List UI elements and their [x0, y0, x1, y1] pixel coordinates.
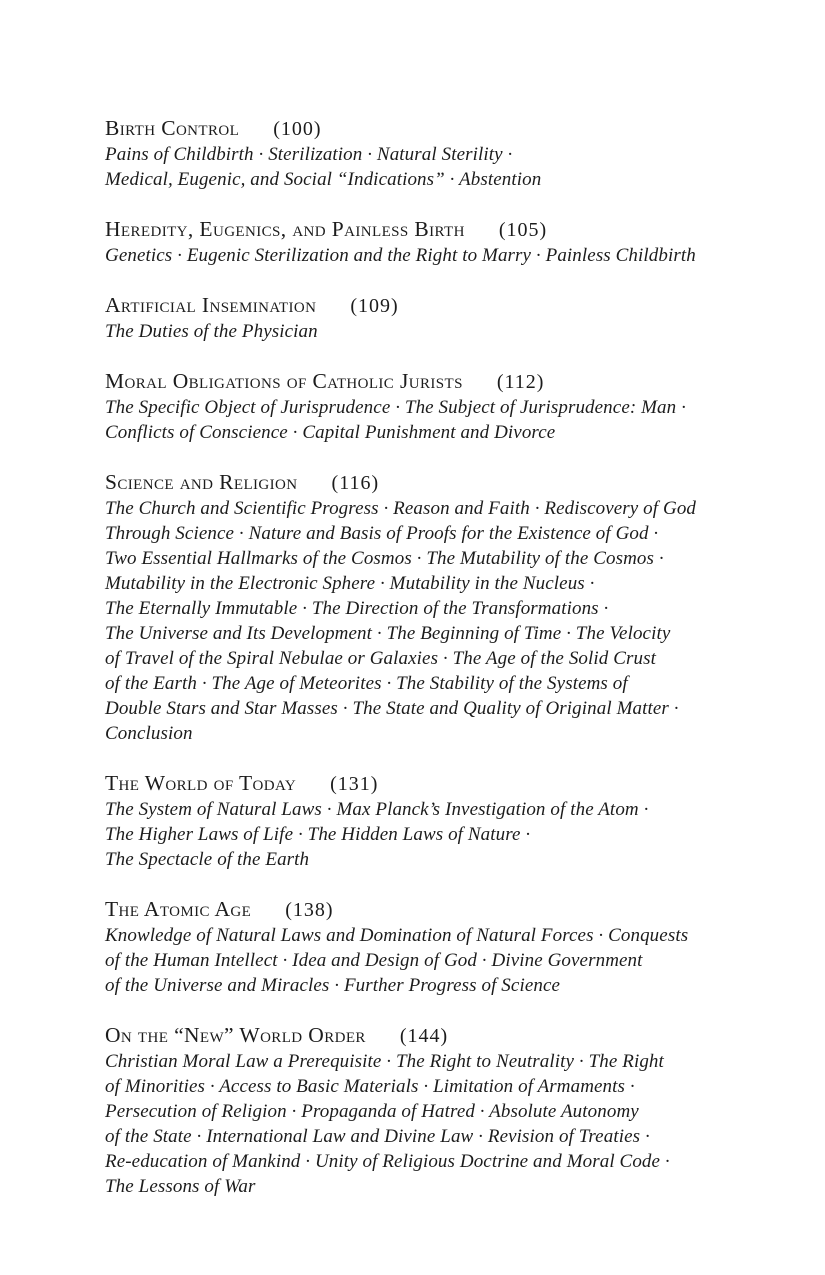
section-title: Birth Control [105, 116, 240, 140]
section-heading [105, 217, 795, 243]
section-heading [105, 771, 795, 797]
section-heading [105, 897, 795, 923]
section-topics-line: Mutability in the Electronic Sphere · Mutability in the Nucleus · [105, 573, 595, 594]
section-topics-line: Double Stars and Star Masses · The State and Quality of Original Matter · [105, 698, 679, 719]
section-topics-line: Knowledge of Natural Laws and Domination of Natural Forces · Conquests [105, 925, 689, 946]
section-title: Artificial Insemination [105, 293, 317, 317]
toc-section [105, 1023, 795, 1199]
section-page-number: (116) [331, 472, 380, 494]
section-topics-line: Pains of Childbirth · Sterilization · Natural Sterility · [105, 144, 513, 165]
section-title: Science and Religion [105, 470, 298, 494]
section-topics-line: Persecution of Religion · Propaganda of Hatred · Absolute Autonomy [105, 1101, 639, 1122]
section-page-number: (144) [399, 1025, 449, 1047]
section-heading [105, 293, 795, 319]
section-topics-line: of the Earth · The Age of Meteorites · The Stability of the Systems of [105, 673, 628, 694]
section-heading [105, 470, 795, 496]
section-topics-line: The System of Natural Laws · Max Planck’s Investigation of the Atom · [105, 799, 649, 820]
section-topics-line: Through Science · Nature and Basis of Proofs for the Existence of God · [105, 523, 659, 544]
section-topics-line: of Travel of the Spiral Nebulae or Galaxies · The Age of the Solid Crust [105, 648, 656, 669]
section-topics-line: Two Essential Hallmarks of the Cosmos · The Mutability of the Cosmos · [105, 548, 664, 569]
section-title: The Atomic Age [105, 897, 252, 921]
section-page-number: (100) [273, 118, 322, 140]
section-title: Moral Obligations of Catholic Jurists [105, 369, 463, 393]
section-title: On the “New” World Order [105, 1023, 366, 1047]
section-topics-line: The Higher Laws of Life · The Hidden Laws of Nature · [105, 824, 531, 845]
section-topics-line: Conflicts of Conscience · Capital Punishment and Divorce [105, 422, 556, 443]
section-heading [105, 1023, 795, 1049]
toc-section [105, 116, 795, 192]
toc-section [105, 470, 795, 746]
toc-section [105, 771, 795, 872]
section-title: Heredity, Eugenics, and Painless Birth [105, 217, 465, 241]
section-page-number: (105) [498, 219, 548, 241]
section-topics-line: of the Human Intellect · Idea and Design of God · Divine Government [105, 950, 643, 971]
section-topics-line: The Church and Scientific Progress · Reason and Faith · Rediscovery of God [105, 498, 697, 519]
section-topics-line: Genetics · Eugenic Sterilization and the Right to Marry · Painless Childbirth [105, 245, 696, 266]
table-of-contents [105, 116, 795, 1224]
section-title: The World of Today [105, 771, 297, 795]
section-topics-line: Re-education of Mankind · Unity of Religious Doctrine and Moral Code · [105, 1151, 670, 1172]
section-topics-line: Christian Moral Law a Prerequisite · The Right to Neutrality · The Right [105, 1051, 664, 1072]
section-page-number: (138) [285, 899, 334, 921]
section-topics-line: The Lessons of War [105, 1176, 256, 1197]
toc-section [105, 897, 795, 998]
section-topics-line: Medical, Eugenic, and Social “Indications” · Abstention [105, 169, 542, 190]
toc-section [105, 217, 795, 268]
section-heading [105, 116, 795, 142]
section-topics-line: of the Universe and Miracles · Further Progress of Science [105, 975, 561, 996]
toc-section [105, 293, 795, 344]
section-topics-line: The Spectacle of the Earth [105, 849, 310, 870]
toc-section [105, 369, 795, 445]
section-topics-line: The Duties of the Physician [105, 321, 318, 342]
section-topics-line: Conclusion [105, 723, 193, 744]
section-topics-line: The Universe and Its Development · The Beginning of Time · The Velocity [105, 623, 671, 644]
section-topics-line: The Eternally Immutable · The Direction of the Transformations · [105, 598, 609, 619]
section-page-number: (131) [330, 773, 379, 795]
section-topics-line: of Minorities · Access to Basic Materials · Limitation of Armaments · [105, 1076, 635, 1097]
section-topics-line: The Specific Object of Jurisprudence · The Subject of Jurisprudence: Man · [105, 397, 686, 418]
section-heading [105, 369, 795, 395]
section-topics-line: of the State · International Law and Divine Law · Revision of Treaties · [105, 1126, 650, 1147]
section-page-number: (112) [496, 371, 545, 393]
section-page-number: (109) [350, 295, 399, 317]
